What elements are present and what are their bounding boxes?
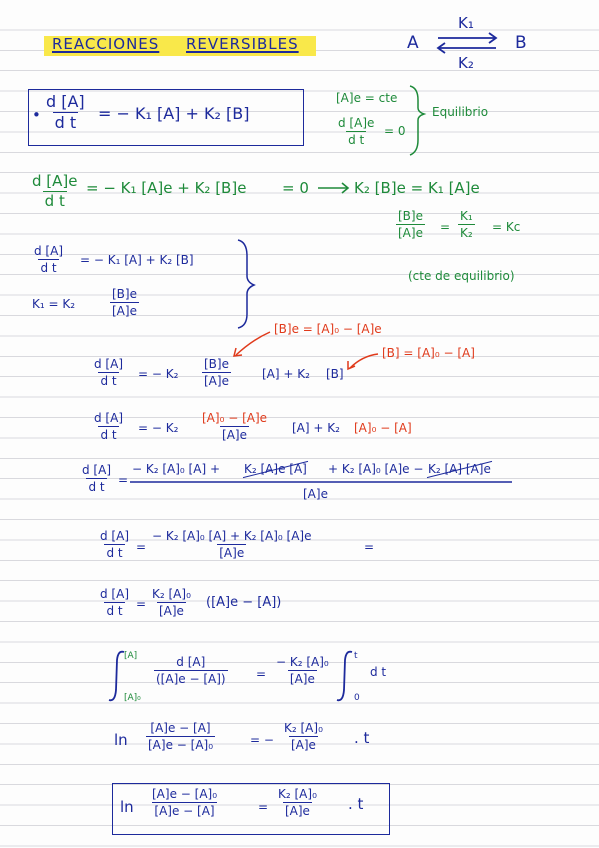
step10-ln: ln (120, 798, 134, 816)
integral-lower-limit: [A]₀ (124, 693, 141, 703)
step9-equals: = − (250, 733, 274, 747)
step5-derivative-den: d t (88, 480, 105, 494)
step3-fraction-den: [A]e (204, 374, 229, 388)
kc-ratio-den: [A]e (398, 226, 423, 240)
step8-equals: = (256, 667, 267, 681)
step5-num-part1: − K₂ [A]₀ [A] + (132, 462, 221, 476)
rate-equation-rhs: = − K₁ [A] + K₂ [B] (98, 104, 250, 123)
step4-substituted-term: [A]₀ − [A] (354, 421, 412, 435)
rate-derivative (44, 94, 87, 131)
scheme-k1: K₁ (458, 14, 474, 32)
sys-derivative (32, 245, 65, 274)
kc-equals: = (440, 220, 451, 234)
step9-time: . t (354, 729, 370, 747)
step3-derivative (92, 358, 125, 387)
equilibrium-derivative-den: d t (348, 133, 365, 147)
step10-equals: = (258, 800, 269, 814)
step4-fraction-num: [A]₀ − [A]e (202, 411, 268, 425)
step5-num-part3: + K₂ [A]₀ [A]e − (328, 462, 424, 476)
step5-equals: = (118, 473, 129, 487)
time-upper-limit: t (354, 651, 358, 661)
kc-symbol: = Kc (492, 220, 521, 234)
step5-derivative (80, 464, 113, 493)
kc-rate-den: K₂ (460, 226, 473, 240)
step7-equals: = (136, 597, 147, 611)
sys-k1-ratio (110, 288, 139, 317)
sys-derivative-rhs: = − K₁ [A] + K₂ [B] (80, 253, 194, 267)
step9-fraction-den: [A]e − [A]₀ (148, 738, 214, 752)
step7-derivative (98, 588, 131, 617)
step4-derivative (92, 412, 125, 441)
sys-k1-relation: K₁ = K₂ (32, 297, 76, 311)
scheme-species-b: B (515, 33, 527, 53)
step6-tail: = (364, 540, 375, 554)
step7-fraction (150, 588, 193, 617)
step10-time: . t (348, 795, 364, 813)
equilibrium-balance: K₂ [B]e = K₁ [A]e (354, 179, 480, 197)
step3-b-term: [B] (326, 367, 344, 381)
step4-tail: [A] + K₂ (292, 421, 340, 435)
step7-derivative-num: d [A] (100, 587, 130, 601)
step6-derivative-den: d t (106, 546, 123, 560)
title-word-1: REACCIONES (52, 35, 160, 53)
eq-derivative-rhs: = − K₁ [A]e + K₂ [B]e (86, 179, 247, 197)
step4-fraction-den: [A]e (222, 428, 247, 442)
step6-derivative-num: d [A] (100, 529, 130, 543)
title-word-2: REVERSIBLES (186, 35, 299, 53)
step3-tail: [A] + K₂ (262, 367, 310, 381)
step8-fraction (154, 656, 228, 685)
step9-ln: ln (114, 731, 128, 749)
step3-derivative-den: d t (100, 374, 117, 388)
step10-fraction-den: [A]e − [A] (154, 804, 215, 818)
step8-fraction-num: d [A] (176, 655, 206, 669)
rate-derivative-num: d [A] (46, 92, 85, 111)
integral-upper-limit: [A] (124, 651, 138, 661)
step9-rhs-fraction (282, 722, 325, 751)
step8-dt: d t (370, 665, 387, 679)
step6-fraction-num: − K₂ [A]₀ [A] + K₂ [A]₀ [A]e (152, 529, 312, 543)
equilibrium-derivative (336, 117, 376, 146)
step5-num-cancelled1: K₂ [A]e [A] (244, 462, 307, 476)
eq-derivative (30, 174, 79, 209)
kc-rate-ratio (458, 210, 475, 239)
step4-fraction (200, 412, 269, 441)
step5-derivative-num: d [A] (82, 463, 112, 477)
kc-note: (cte de equilibrio) (408, 269, 515, 283)
eq-derivative-den: d t (44, 192, 65, 210)
note-be-substitution: [B]e = [A]₀ − [A]e (274, 322, 382, 336)
step5-denominator: [A]e (303, 487, 328, 501)
sys-derivative-den: d t (40, 261, 57, 275)
step3-derivative-num: d [A] (94, 357, 124, 371)
note-b-substitution: [B] = [A]₀ − [A] (382, 346, 475, 360)
step9-fraction-num: [A]e − [A] (150, 721, 211, 735)
kc-concentration-ratio (396, 210, 425, 239)
step8-rhs-fraction (274, 656, 331, 685)
step8-fraction-den: ([A]e − [A]) (156, 672, 226, 686)
eq-zero: = 0 (282, 179, 309, 197)
step10-rhs-fraction-den: [A]e (284, 804, 310, 818)
step10-rhs-fraction-num: K₂ [A]₀ (278, 787, 317, 801)
step8-rhs-fraction-den: [A]e (289, 672, 315, 686)
step4-minus-k2: = − K₂ (138, 421, 179, 435)
step3-minus-k2: = − K₂ (138, 367, 179, 381)
sys-derivative-num: d [A] (34, 244, 64, 258)
step10-fraction (150, 788, 219, 817)
kc-ratio-num: [B]e (398, 209, 423, 223)
equilibrium-derivative-num: d [A]e (338, 116, 375, 130)
step10-fraction-num: [A]e − [A]₀ (152, 787, 218, 801)
step7-derivative-den: d t (106, 604, 123, 618)
step10-rhs-fraction (276, 788, 319, 817)
step6-fraction (150, 530, 313, 559)
step3-fraction-num: [B]e (204, 357, 229, 371)
step7-fraction-den: [A]e (158, 604, 184, 618)
step9-rhs-fraction-den: [A]e (290, 738, 316, 752)
step7-fraction-num: K₂ [A]₀ (152, 587, 191, 601)
step6-equals: = (136, 540, 147, 554)
step3-fraction (202, 358, 231, 387)
kc-rate-num: K₁ (460, 209, 473, 223)
scheme-k2: K₂ (458, 54, 474, 72)
step6-fraction-den: [A]e (219, 546, 245, 560)
equilibrium-constant-condition: [A]e = cte (336, 91, 398, 105)
eq-derivative-num: d [A]e (32, 172, 78, 190)
step9-fraction (146, 722, 215, 751)
step4-derivative-num: d [A] (94, 411, 124, 425)
scheme-species-a: A (407, 33, 419, 53)
equilibrium-label: Equilibrio (432, 105, 489, 119)
sys-k1-ratio-num: [B]e (112, 287, 137, 301)
equilibrium-zero: = 0 (384, 124, 406, 138)
step4-derivative-den: d t (100, 428, 117, 442)
step7-tail: ([A]e − [A]) (206, 595, 282, 610)
rate-derivative-den: d t (54, 113, 77, 132)
step5-num-cancelled2: K₂ [A] [A]e (428, 462, 491, 476)
step6-derivative (98, 530, 131, 559)
sys-k1-ratio-den: [A]e (112, 304, 137, 318)
time-lower-limit: 0 (354, 693, 360, 703)
bullet: • (32, 106, 41, 124)
step8-rhs-fraction-num: − K₂ [A]₀ (276, 655, 329, 669)
step9-rhs-fraction-num: K₂ [A]₀ (284, 721, 323, 735)
